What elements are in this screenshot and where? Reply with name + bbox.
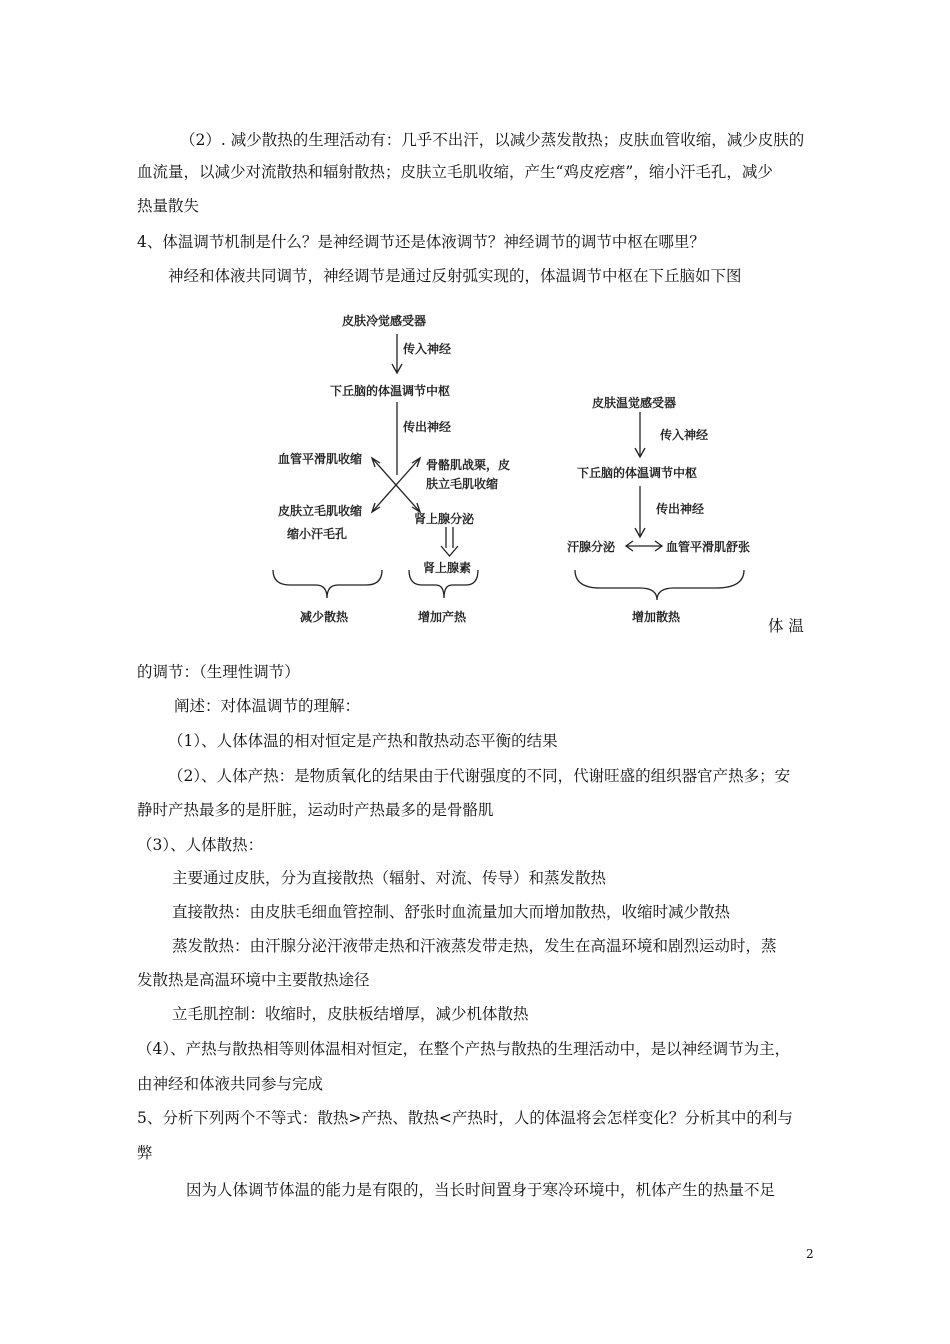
cold-efferent-label: 传出神经: [403, 420, 452, 434]
explain-item-4-line-2: 由神经和体液共同参与完成: [137, 1075, 324, 1093]
warm-vessel-label: 血管平滑肌舒张: [666, 540, 751, 554]
explain-item-3c-line-1: 蒸发散热：由汗腺分泌汗液带走热和汗液蒸发带走热，发生在高温环境和剧烈运动时，蒸: [172, 937, 777, 955]
answer-5: 因为人体调节体温的能力是有限的，当长时间置身于寒冷环境中，机体产生的热量不足: [186, 1181, 776, 1199]
explain-item-2-line-1: （2）、人体产热：是物质氧化的结果由于代谢强度的不同，代谢旺盛的组织器官产热多；安: [168, 767, 791, 785]
cold-muscle-label-2: 肤立毛肌收缩: [426, 477, 499, 491]
cold-skin-label-2: 缩小汗毛孔: [287, 527, 348, 541]
cold-vessel-label: 血管平滑肌收缩: [278, 452, 363, 466]
explain-item-2-line-2: 静时产热最多的是肝脏，运动时产热最多的是骨骼肌: [137, 801, 494, 819]
explain-item-3b: 直接散热：由皮肤毛细血管控制、舒张时血流量加大而增加散热，收缩时减少散热: [172, 903, 731, 921]
explain-item-3c-line-2: 发散热是高温环境中主要散热途径: [137, 971, 370, 989]
cold-center-label: 下丘脑的体温调节中枢: [330, 384, 451, 398]
explain-item-3a: 主要通过皮肤，分为直接散热（辐射、对流、传导）和蒸发散热: [172, 869, 607, 887]
cold-adrenaline-label: 肾上腺素: [423, 561, 472, 575]
warm-receptor-label: 皮肤温觉感受器: [592, 396, 677, 410]
explain-item-3: （3）、人体散热：: [137, 836, 264, 854]
cold-skin-label-1: 皮肤立毛肌收缩: [278, 504, 363, 518]
cold-increase-label: 增加产热: [418, 610, 467, 624]
explain-item-1: （1）、人体体温的相对恒定是产热和散热动态平衡的结果: [168, 732, 558, 750]
warm-afferent-label: 传入神经: [660, 428, 709, 442]
question-5-line-2: 弊: [137, 1144, 153, 1162]
cold-receptor-label: 皮肤冷觉感受器: [342, 314, 427, 328]
page-number: 2: [806, 1247, 814, 1261]
paragraph-2-line-2: 血流量，以减少对流散热和辐射散热；皮肤立毛肌收缩，产生“鸡皮疙瘩”，缩小汗毛孔，减少: [137, 163, 773, 181]
cold-adrenal-label: 肾上腺分泌: [414, 512, 475, 526]
explain-item-4-line-1: （4）、产热与散热相等则体温相对恒定，在整个产热与散热的生理活动中，是以神经调节为主，: [137, 1040, 791, 1058]
warm-increase-label: 增加散热: [632, 610, 681, 624]
question-5-line-1: 5、分析下列两个不等式：散热>产热、散热<产热时，人的体温将会怎样变化？分析其中的利与: [137, 1109, 793, 1127]
warm-sweat-label: 汗腺分泌: [567, 540, 616, 554]
explain-item-3d: 立毛肌控制：收缩时，皮肤板结增厚，减少机体散热: [172, 1005, 529, 1023]
paragraph-2-line-3: 热量散失: [137, 197, 200, 215]
cold-afferent-label: 传入神经: [403, 342, 452, 356]
answer-4: 神经和体液共同调节，神经调节是通过反射弧实现的，体温调节中枢在下丘脑如下图: [168, 267, 742, 285]
cold-muscle-label-1: 骨骼肌战栗，皮: [426, 458, 511, 472]
cold-reduce-label: 减少散热: [300, 610, 349, 624]
warm-efferent-label: 传出神经: [656, 502, 705, 516]
question-4: 4、体温调节机制是什么？是神经调节还是体液调节？神经调节的调节中枢在哪里？: [137, 233, 705, 251]
paragraph-2-line-1: （2）. 减少散热的生理活动有：几乎不出汗，以减少蒸发散热；皮肤血管收缩，减少皮肤的: [180, 131, 805, 149]
warm-center-label: 下丘脑的体温调节中枢: [577, 466, 698, 480]
caption-start: 的调节：（生理性调节）: [137, 663, 300, 681]
explain-heading: 阐述：对体温调节的理解：: [174, 697, 361, 715]
caption-tail: 体 温: [768, 617, 804, 635]
